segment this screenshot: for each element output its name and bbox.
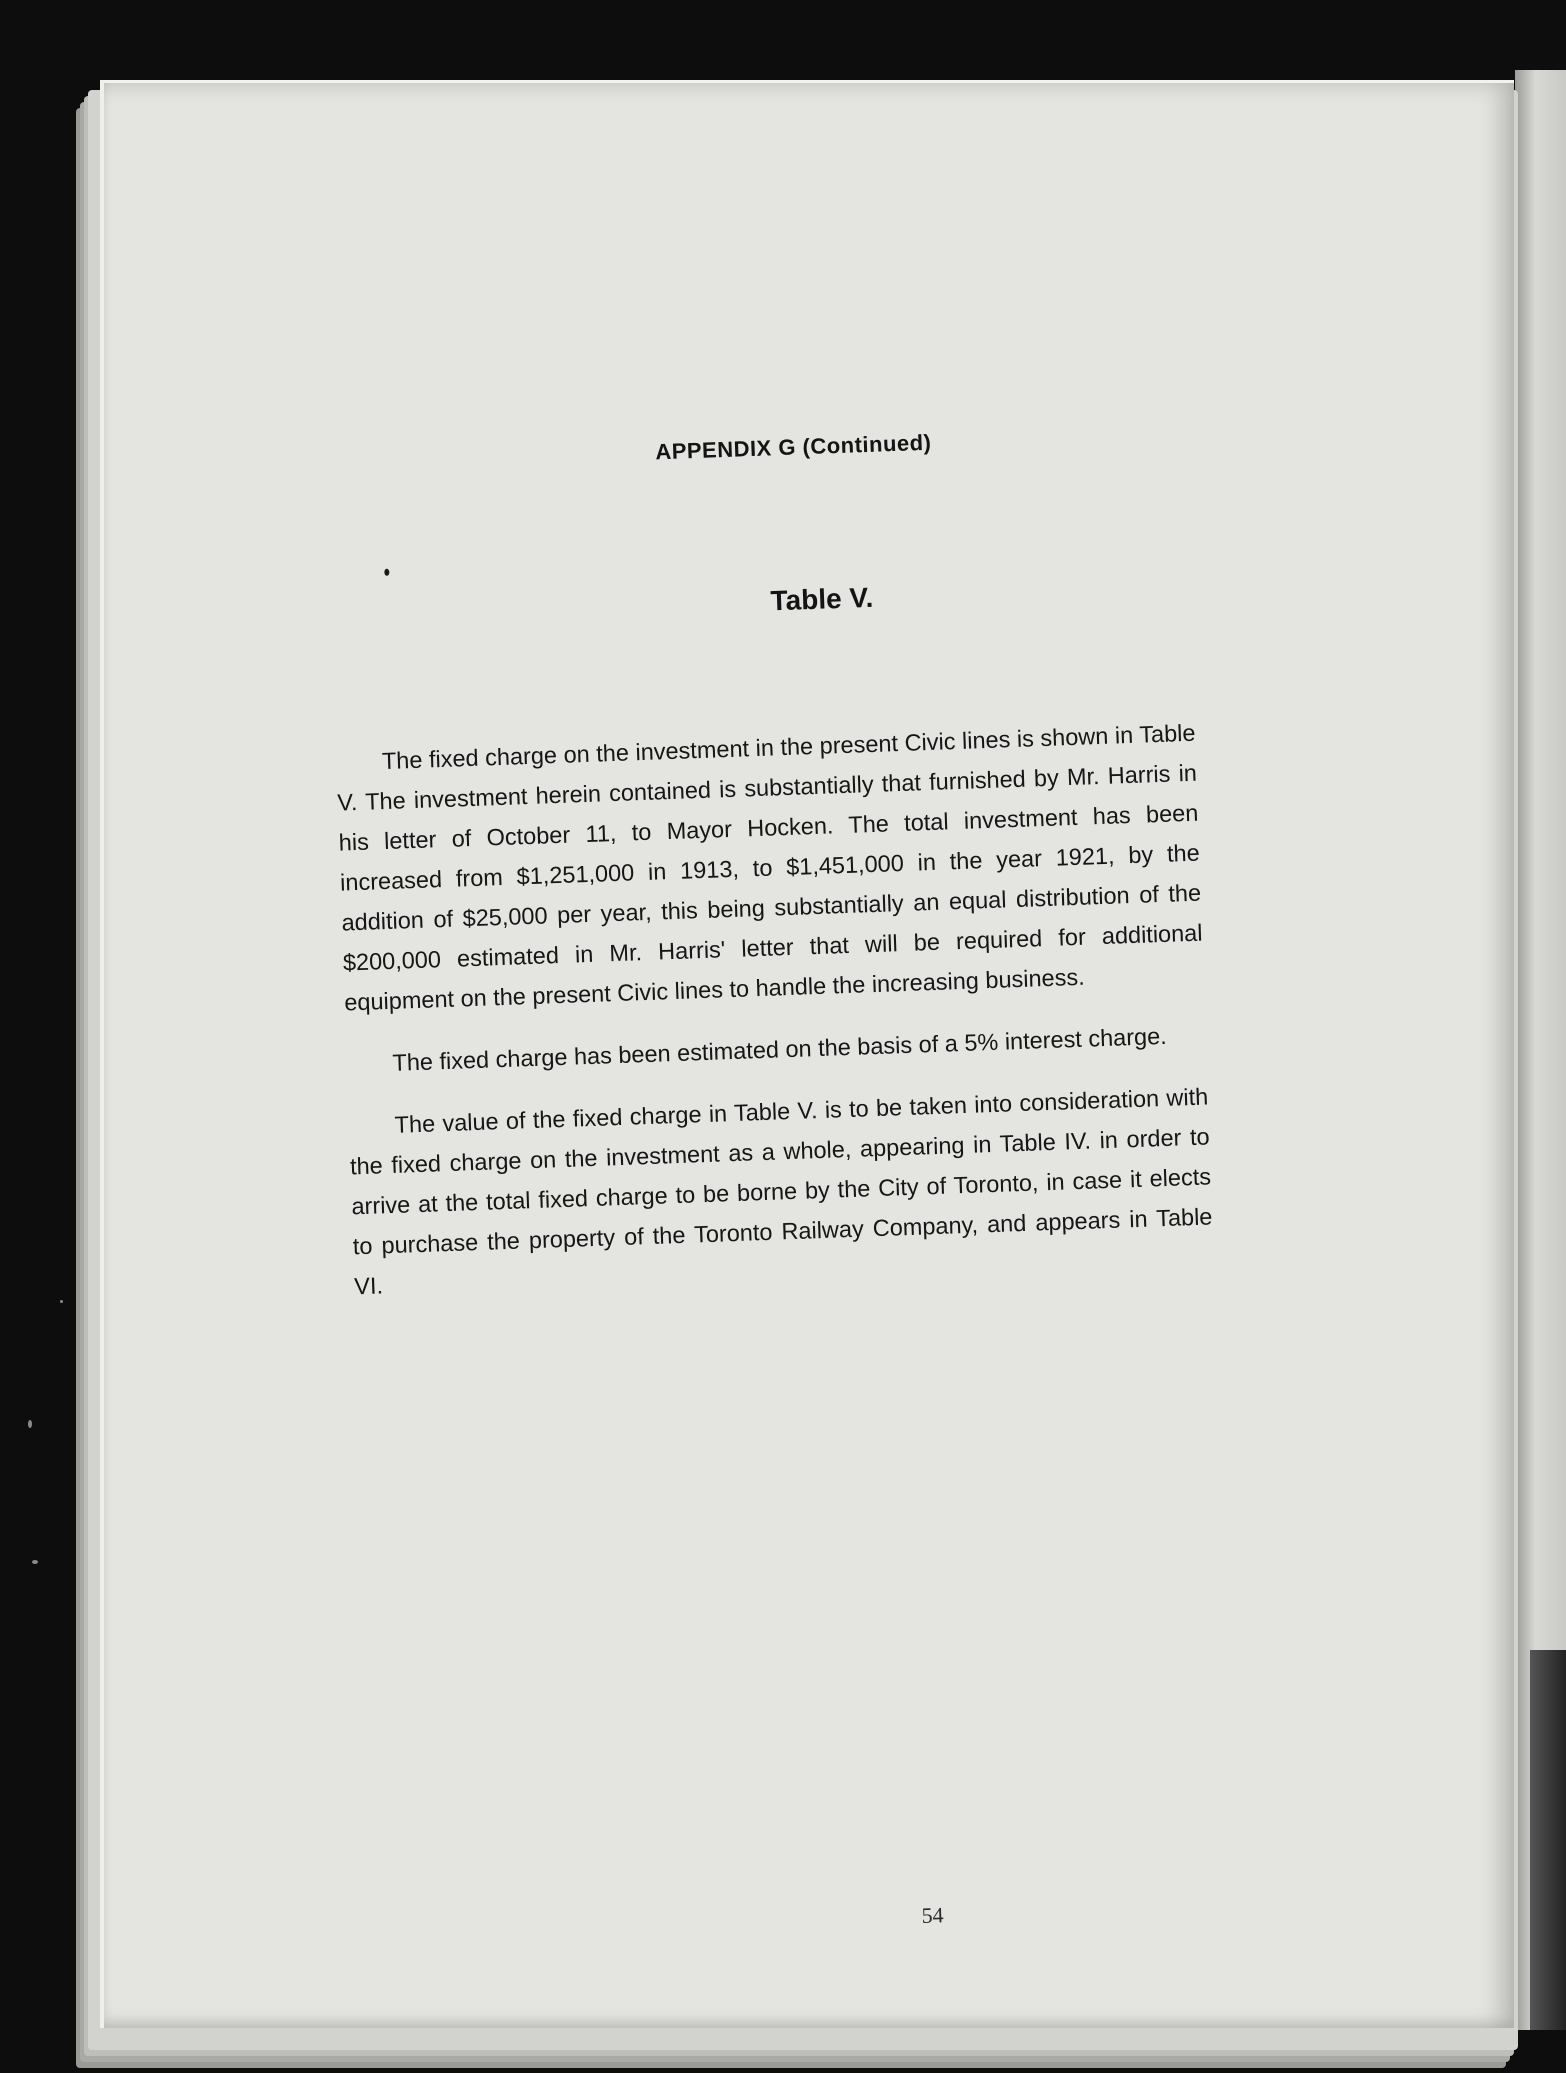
edge-mark — [28, 1420, 32, 1428]
page-number: 54 — [921, 1902, 944, 1928]
appendix-heading: APPENDIX G (Continued) — [654, 429, 932, 465]
edge-mark — [32, 1560, 38, 1564]
table-title: Table V. — [770, 581, 874, 617]
paragraph-1: The fixed charge on the investment in the present Civic lines is shown in Table V. The investment herein contained is substantially that furnished by Mr. Harris in his letter of October 11, to Mayor Hocken. The total investment has been increased from $1,251,000 in 1913, to $1,451,000 in the year 1921, by the addition of $25,000 per year, this being substantially an equal distribution of the $200,000 estimated in Mr. Harris' letter that will be required for additional equipment on the present Civic lines to handle the increasing business. — [336, 719, 1203, 1016]
paragraph-2: The fixed charge has been estimated on the basis of a 5% interest charge. — [392, 1022, 1168, 1076]
ink-speck — [384, 569, 389, 576]
edge-mark — [60, 1300, 63, 1303]
page-content — [73, 62, 1550, 2055]
document-page — [100, 80, 1514, 2028]
paragraph-3: The value of the fixed charge in Table V. is to be taken into consideration with the fixed charge on the investment as a whole, appearing in Table IV. in order to arrive at the total fixed charge to be borne by the City of Toronto, in case it elects to purchase the property of the Toronto Railway Company, and appears in Table VI. — [349, 1083, 1213, 1300]
body-text — [335, 713, 1215, 1329]
